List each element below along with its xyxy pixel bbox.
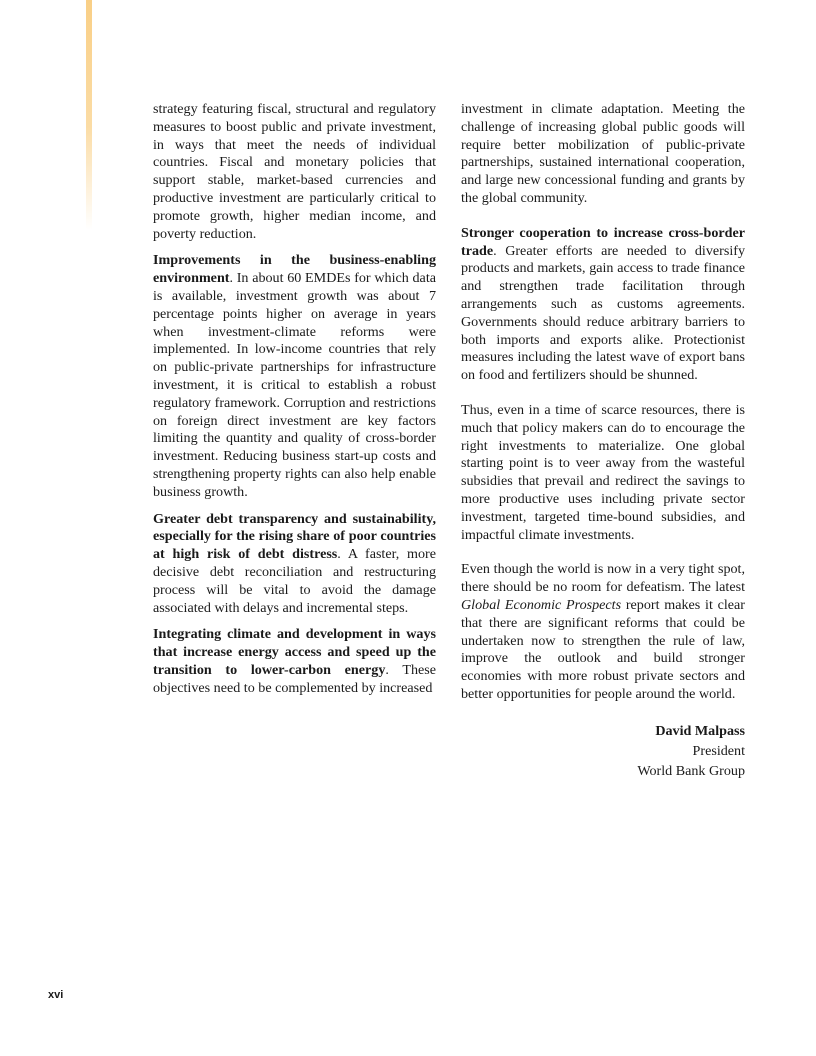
paragraph-body: report makes it clear that there are significant reforms that could be undertaken now to strengthen the rule of law, improve the outlook and build stronger economies with more robust private sectors and better opportunities for people around the world. bbox=[461, 596, 745, 702]
paragraph-lead: Stronger cooperation to increase cross-border trade bbox=[461, 224, 745, 259]
signatory-title: President bbox=[692, 742, 745, 759]
paragraph-lead: Improvements in the business-enabling environment bbox=[153, 252, 436, 287]
paragraph-body: . Greater efforts are needed to diversify products and markets, gain access to trade finance and strengthen trade facilitation through arrangements such as customs agreements. Governments should reduce arbitrary barriers to both imports and exports alike. Protectionist measures including the latest wave of export bans on food and fertilizers should be shunned. bbox=[461, 242, 745, 384]
paragraph-body: . In about 60 EMDEs for which data is available, investment growth was about 7 percentage points higher on average in years when investment-climate reforms were implemented. In low-income countries that rely on public-private partnerships for infrastructure investment, it is critical to establish a robust regulatory framework. Corruption and restrictions on foreign direct investment are key factors limiting the quantity and quality of cross-border investment. Reducing business start-up costs and strengthening property rights can also help enable business growth. bbox=[153, 270, 436, 500]
signatory-organization: World Bank Group bbox=[637, 762, 745, 779]
paragraph: Thus, even in a time of scarce resources, there is much that policy makers can do to encourage the right investments to materialize. One global starting point is to veer away from the wasteful subsidies that prevail and redirect the savings to more productive uses including private sector investment, targeted time-bound subsidies, and impactful climate investments. bbox=[461, 401, 745, 543]
paragraph-lead: Integrating climate and development in ways that increase energy access and speed up the transition to lower-carbon energy bbox=[153, 626, 436, 678]
page-number: xvi bbox=[48, 989, 64, 1001]
paragraph-body: . A faster, more decisive debt reconciliation and restructuring process will be vital to avoid the damage associated with delays and incremental steps. bbox=[153, 546, 436, 616]
paragraph-body: . These objectives need to be complemented by increased bbox=[153, 661, 436, 696]
paragraph bbox=[153, 626, 436, 697]
paragraph bbox=[153, 511, 436, 618]
signatory-name: David Malpass bbox=[655, 722, 745, 739]
paragraph: strategy featuring fiscal, structural and regulatory measures to boost public and private investment, in ways that meet the needs of individual countries. Fiscal and monetary policies that support stable, market-based currencies and productive investment are particularly critical to promote growth, higher median income, and poverty reduction. bbox=[153, 101, 436, 242]
paragraph bbox=[461, 561, 745, 703]
report-title: Global Economic Prospects bbox=[461, 596, 622, 613]
right-column bbox=[461, 101, 745, 781]
paragraph-lead: Greater debt transparency and sustainability, especially for the rising share of poor countries at high risk of debt distress bbox=[153, 510, 436, 563]
paragraph bbox=[153, 252, 436, 501]
paragraph bbox=[461, 225, 745, 385]
signature-block bbox=[461, 721, 745, 781]
accent-bar bbox=[86, 0, 92, 230]
paragraph: investment in climate adaptation. Meeting the challenge of increasing global public goods will require better mobilization of public-private partnerships, sustained international cooperation, and large new concessional funding and grants by the global community. bbox=[461, 101, 745, 206]
paragraph-body: Even though the world is now in a very tight spot, there should be no room for defeatism. The latest bbox=[461, 561, 745, 596]
left-column bbox=[153, 101, 436, 707]
